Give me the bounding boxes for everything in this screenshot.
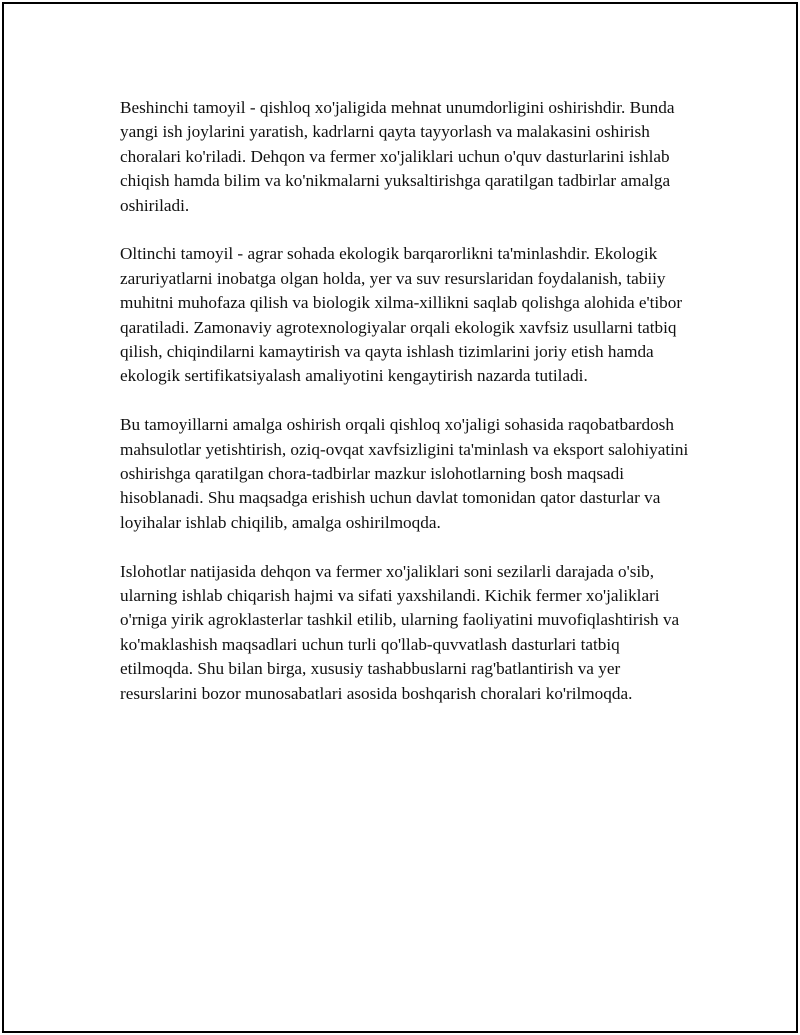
paragraph-sixth-principle: Oltinchi tamoyil - agrar sohada ekologik barqarorlikni ta'minlashdir. Ekologik zaruriyatlarni inobatga olgan holda, yer va suv resurslaridan foydalanish, tabiiy muhitni muhofaza qilish va biologik xilma-xillikni saqlab qolishga alohida e'tibor qaratiladi. Zamonaviy agrotexnologiyalar orqali ekologik xavfsiz usullarni tatbiq qilish, chiqindilarni kamaytirish va qayta ishlash tizimlarini joriy etish hamda ekologik sertifikatsiyalash amaliyotini kengaytirish nazarda tutiladi. [120,244,683,386]
paragraph-implementation: Bu tamoyillarni amalga oshirish orqali qishloq xo'jaligi sohasida raqobatbardosh mahsulotlar yetishtirish, oziq-ovqat xavfsizligini ta'minlash va eksport salohiyatini oshirishga qaratilgan chora-tadbirlar mazkur islohotlarning bosh maqsadi hisoblanadi. Shu maqsadga erishish uchun davlat tomonidan qator dasturlar va loyihalar ishlab chiqilib, amalga oshirilmoqda. [120,415,689,532]
document-body [120,96,690,731]
paragraph-reform-results: Islohotlar natijasida dehqon va fermer xo'jaliklari soni sezilarli darajada o'sib, ularning ishlab chiqarish hajmi va sifati yaxshilandi. Kichik fermer xo'jaliklari o'rniga yirik agroklasterlar tashkil etilib, ularning faoliyatini muvofiqlashtirish va ko'maklashish maqsadlari uchun turli qo'llab-quvvatlash dasturlari tatbiq etilmoqda. Shu bilan birga, xususiy tashabbuslarni rag'batlantirish va yer resurslarini bozor munosabatlari asosida boshqarish choralari ko'rilmoqda. [120,561,680,703]
paragraph-fifth-principle: Beshinchi tamoyil - qishloq xo'jaligida mehnat unumdorligini oshirishdir. Bunda yangi ish joylarini yaratish, kadrlarni qayta tayyorlash va malakasini oshirish choralari ko'riladi. Dehqon va fermer xo'jaliklari uchun o'quv dasturlarini ishlab chiqish hamda bilim va ko'nikmalarni yuksaltirishga qaratilgan tadbirlar amalga oshiriladi. [120,98,675,215]
page-frame [2,2,798,1033]
